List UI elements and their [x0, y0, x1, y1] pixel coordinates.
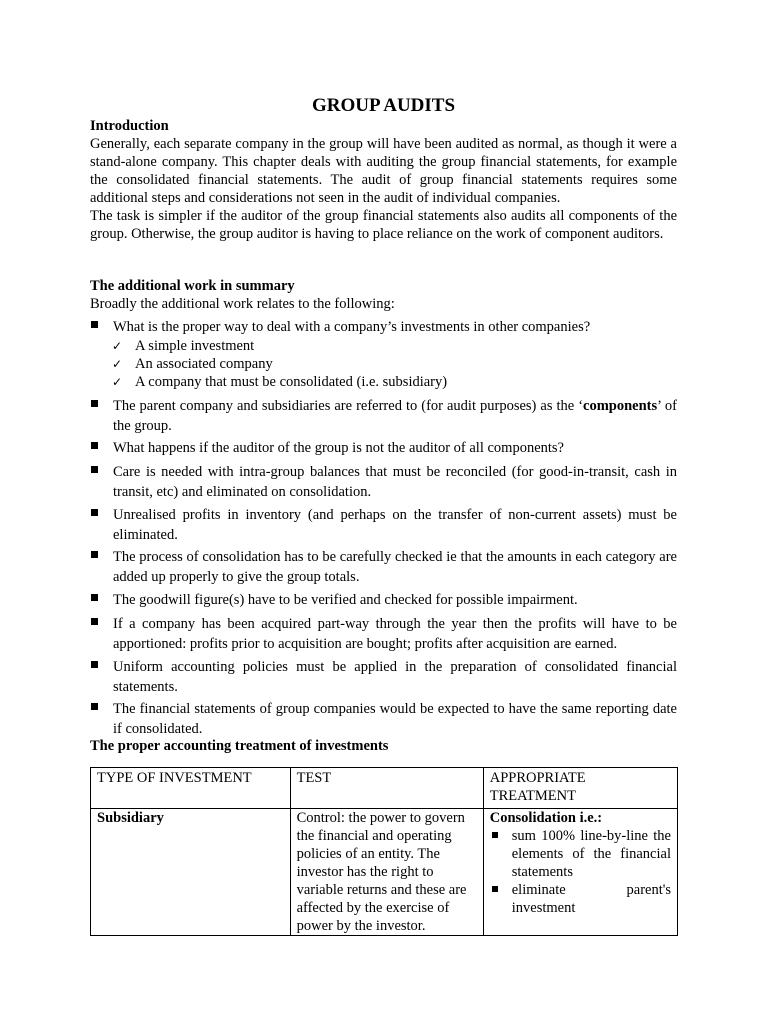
- list-item: [490, 827, 671, 881]
- list-item-text: Unrealised profits in inventory (and perhaps on the transfer of non-current assets) must be eliminated.: [113, 507, 677, 543]
- introduction-section: [90, 117, 677, 243]
- summary-section: [90, 277, 677, 313]
- list-item: [90, 699, 677, 739]
- square-bullet-icon: [91, 466, 98, 473]
- summary-heading: The additional work in summary: [90, 278, 295, 294]
- square-bullet-icon: [91, 400, 98, 407]
- list-item-text: Care is needed with intra-group balances that must be reconciled (for good-in-transit, cash in transit, etc) and eliminated on consolidation.: [113, 464, 677, 500]
- list-item: [90, 396, 677, 436]
- check-item: [112, 355, 273, 373]
- treatment-title: Consolidation i.e.:: [489, 810, 603, 826]
- square-bullet-icon: [91, 442, 98, 449]
- check-item-text: A simple investment: [135, 338, 255, 354]
- list-item-text: The financial statements of group companies would be expected to have the same reporting date if consolidated.: [113, 701, 677, 737]
- investment-treatment-table: [90, 767, 678, 936]
- checkmark-icon: ✓: [112, 357, 123, 371]
- list-item-text: The process of consolidation has to be carefully checked ie that the amounts in each category are added up properly to give the group totals.: [113, 549, 677, 585]
- table-header-row: [91, 768, 678, 809]
- investment-treatment-cell: [483, 809, 677, 936]
- introduction-paragraph-1: Generally, each separate company in the group will have been audited as normal, as though it were a stand-alone company. This chapter deals with auditing the group financial statements, for example the consolidated financial statements. The audit of group financial statements requires some additional steps and considerations not seen in the audit of individual companies.: [90, 136, 677, 206]
- check-item: [112, 373, 447, 391]
- list-item-text: [113, 396, 677, 436]
- square-bullet-icon: [91, 703, 98, 710]
- list-item: [90, 462, 677, 502]
- components-text-post: ’ of the group.: [113, 398, 677, 434]
- components-term: components: [583, 398, 658, 414]
- column-header-treatment: APPROPRIATE TREATMENT: [483, 768, 677, 809]
- investment-type-cell: Subsidiary: [91, 809, 291, 936]
- checkmark-icon: ✓: [112, 375, 123, 389]
- square-bullet-icon: [91, 661, 98, 668]
- list-item: [90, 505, 677, 545]
- summary-lead: Broadly the additional work relates to the following:: [90, 296, 395, 312]
- treatment-heading: The proper accounting treatment of investments: [90, 738, 389, 754]
- list-item-text: What is the proper way to deal with a company’s investments in other companies?: [113, 319, 591, 335]
- list-item-text: The goodwill figure(s) have to be verified and checked for possible impairment.: [113, 592, 578, 608]
- list-item: [490, 881, 671, 917]
- square-bullet-icon: [91, 618, 98, 625]
- square-bullet-icon: [91, 551, 98, 558]
- list-item-text: If a company has been acquired part-way through the year then the profits will have to be apportioned: profits prior to acquisition are bought; profits after acquisition are earned.: [113, 616, 677, 652]
- square-bullet-icon: [91, 321, 98, 328]
- treatment-list: [490, 827, 671, 917]
- list-item: [90, 547, 677, 587]
- list-item: [90, 590, 677, 610]
- table-row: [91, 809, 678, 936]
- square-bullet-icon: [492, 832, 498, 838]
- list-item: [90, 614, 677, 654]
- column-header-test: TEST: [290, 768, 483, 809]
- introduction-heading: Introduction: [90, 118, 169, 134]
- list-item-text: Uniform accounting policies must be applied in the preparation of consolidated financial statements.: [113, 659, 677, 695]
- treatment-item-text: sum 100% line-by-line the elements of the financial statements: [511, 828, 671, 880]
- square-bullet-icon: [492, 886, 498, 892]
- check-item-text: An associated company: [135, 356, 273, 372]
- list-item-text: What happens if the auditor of the group is not the auditor of all components?: [113, 440, 564, 456]
- checkmark-icon: ✓: [112, 339, 123, 353]
- square-bullet-icon: [91, 509, 98, 516]
- treatment-item-text: eliminate parent's investment: [511, 882, 671, 916]
- components-text-pre: The parent company and subsidiaries are referred to (for audit purposes) as the ‘: [113, 398, 584, 414]
- investment-test-cell: Control: the power to govern the financial and operating policies of an entity. The investor has the right to variable returns and these are affected by the exercise of power by the investor.: [290, 809, 483, 936]
- list-item: [90, 317, 677, 337]
- check-item: [112, 337, 254, 355]
- square-bullet-icon: [91, 594, 98, 601]
- page-title: GROUP AUDITS: [311, 95, 456, 116]
- introduction-paragraph-2: The task is simpler if the auditor of the group financial statements also audits all components of the group. Otherwise, the group auditor is having to place reliance on the work of component auditors.: [90, 208, 677, 242]
- check-item-text: A company that must be consolidated (i.e. subsidiary): [135, 374, 448, 390]
- column-header-type: TYPE OF INVESTMENT: [91, 768, 291, 809]
- list-item: [90, 438, 677, 458]
- list-item: [90, 657, 677, 697]
